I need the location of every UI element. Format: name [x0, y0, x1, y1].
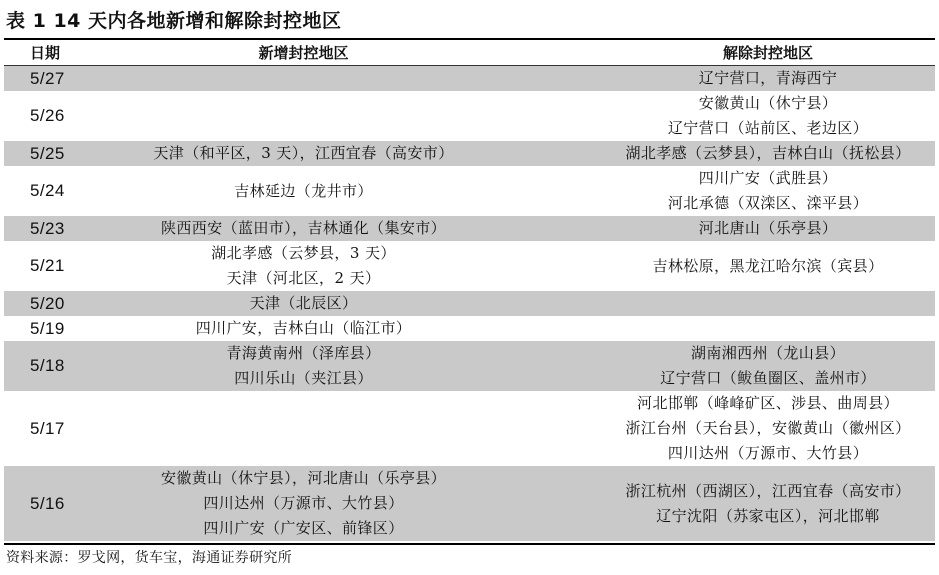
table-body [4, 66, 935, 542]
cell-date: 5/18 [4, 341, 96, 391]
region-line: 吉林延边（龙井市） [234, 181, 373, 200]
region-line: 四川乐山（夹江县） [234, 369, 373, 387]
cell-released-regions [511, 166, 935, 216]
table-row [4, 341, 935, 391]
table-row [4, 216, 935, 241]
cell-new-regions [96, 316, 511, 341]
region-line: 河北承德（双滦区、滦平县） [667, 194, 869, 212]
cell-new-regions [96, 166, 511, 216]
cell-date: 5/26 [30, 106, 65, 125]
cell-date: 5/16 [4, 466, 96, 541]
cell-released-regions [511, 466, 935, 541]
cell-new-regions [96, 141, 511, 166]
column-header-date: 日期 [4, 40, 96, 66]
region-line: 辽宁营口（鲅鱼圈区、盖州市） [660, 369, 876, 387]
cell-new-regions [96, 66, 511, 92]
cell-date: 5/24 [30, 181, 65, 200]
cell-new-regions [96, 291, 511, 316]
region-line: 湖北孝感（云梦县），吉林白山（抚松县） [625, 144, 911, 162]
cell-date: 5/27 [4, 66, 96, 92]
cell-released-regions [511, 291, 935, 316]
cell-released-regions [511, 216, 935, 241]
region-line: 辽宁营口（站前区、老边区） [667, 119, 869, 137]
cell-date: 5/21 [30, 256, 65, 275]
region-line: 四川广安，吉林白山（临江市） [195, 319, 412, 337]
cell-released-regions [511, 391, 935, 466]
cell-released-regions [511, 91, 935, 141]
cell-date: 5/25 [4, 141, 96, 166]
region-line: 辽宁沈阳（苏家屯区），河北邯郸 [656, 506, 880, 525]
column-header-new: 新增封控地区 [96, 40, 511, 66]
region-line: 安徽黄山（休宁县） [698, 94, 838, 112]
cell-date: 5/17 [30, 418, 65, 438]
region-line: 陕西西安（蓝田市），吉林通化（集安市） [160, 219, 447, 237]
region-line: 四川广安（广安区、前锋区） [203, 519, 404, 537]
region-line: 天津（和平区，3 天），江西宜春（高安市） [153, 144, 454, 162]
region-line: 浙江台州（天台县），安徽黄山（徽州区） [625, 419, 911, 437]
column-header-released: 解除封控地区 [511, 40, 935, 66]
table-row [4, 316, 935, 341]
table-row [4, 166, 935, 216]
region-line: 青海黄南州（泽库县） [226, 344, 381, 362]
cell-date: 5/23 [4, 216, 96, 241]
cell-date: 5/20 [4, 291, 96, 316]
region-line: 天津（河北区，2 天） [226, 269, 381, 287]
region-line: 吉林松原，黑龙江哈尔滨（宾县） [652, 256, 884, 275]
cell-released-regions [511, 316, 935, 341]
region-line: 湖北孝感（云梦县，3 天） [211, 244, 396, 262]
cell-new-regions [96, 241, 511, 291]
cell-released-regions [511, 141, 935, 166]
bottom-rule [4, 543, 935, 545]
table-row [4, 141, 935, 166]
cell-new-regions [96, 466, 511, 541]
region-line: 四川广安（武胜县） [698, 169, 838, 187]
table-row [4, 241, 935, 291]
cell-new-regions [96, 91, 511, 141]
lockdown-table [4, 40, 935, 541]
header-row [4, 40, 935, 66]
table-row [4, 291, 935, 316]
region-line: 河北邯郸（峰峰矿区、涉县、曲周县） [637, 394, 899, 412]
table-row [4, 466, 935, 541]
region-line: 河北唐山（乐亭县） [698, 219, 838, 237]
cell-date: 5/19 [30, 318, 65, 338]
cell-new-regions [96, 341, 511, 391]
region-line: 湖南湘西州（龙山县） [690, 344, 845, 362]
region-line: 浙江杭州（西湖区），江西宜春（高安市） [625, 481, 911, 500]
region-line: 安徽黄山（休宁县），河北唐山（乐亭县） [160, 469, 447, 487]
table-row [4, 391, 935, 466]
cell-released-regions [511, 66, 935, 92]
table-row [4, 66, 935, 92]
cell-released-regions [511, 241, 935, 291]
region-line: 四川达州（万源市、大竹县） [203, 494, 404, 512]
source-note: 资料来源：罗戈网，货车宝，海通证券研究所 [6, 550, 292, 566]
cell-new-regions [96, 391, 511, 466]
region-line: 辽宁营口，青海西宁 [698, 69, 838, 87]
region-line: 四川达州（万源市、大竹县） [667, 444, 869, 462]
cell-released-regions [511, 341, 935, 391]
table-title: 表 1 14 天内各地新增和解除封控地区 [6, 10, 342, 32]
table-row [4, 91, 935, 141]
region-line: 天津（北辰区） [249, 294, 358, 312]
cell-new-regions [96, 216, 511, 241]
